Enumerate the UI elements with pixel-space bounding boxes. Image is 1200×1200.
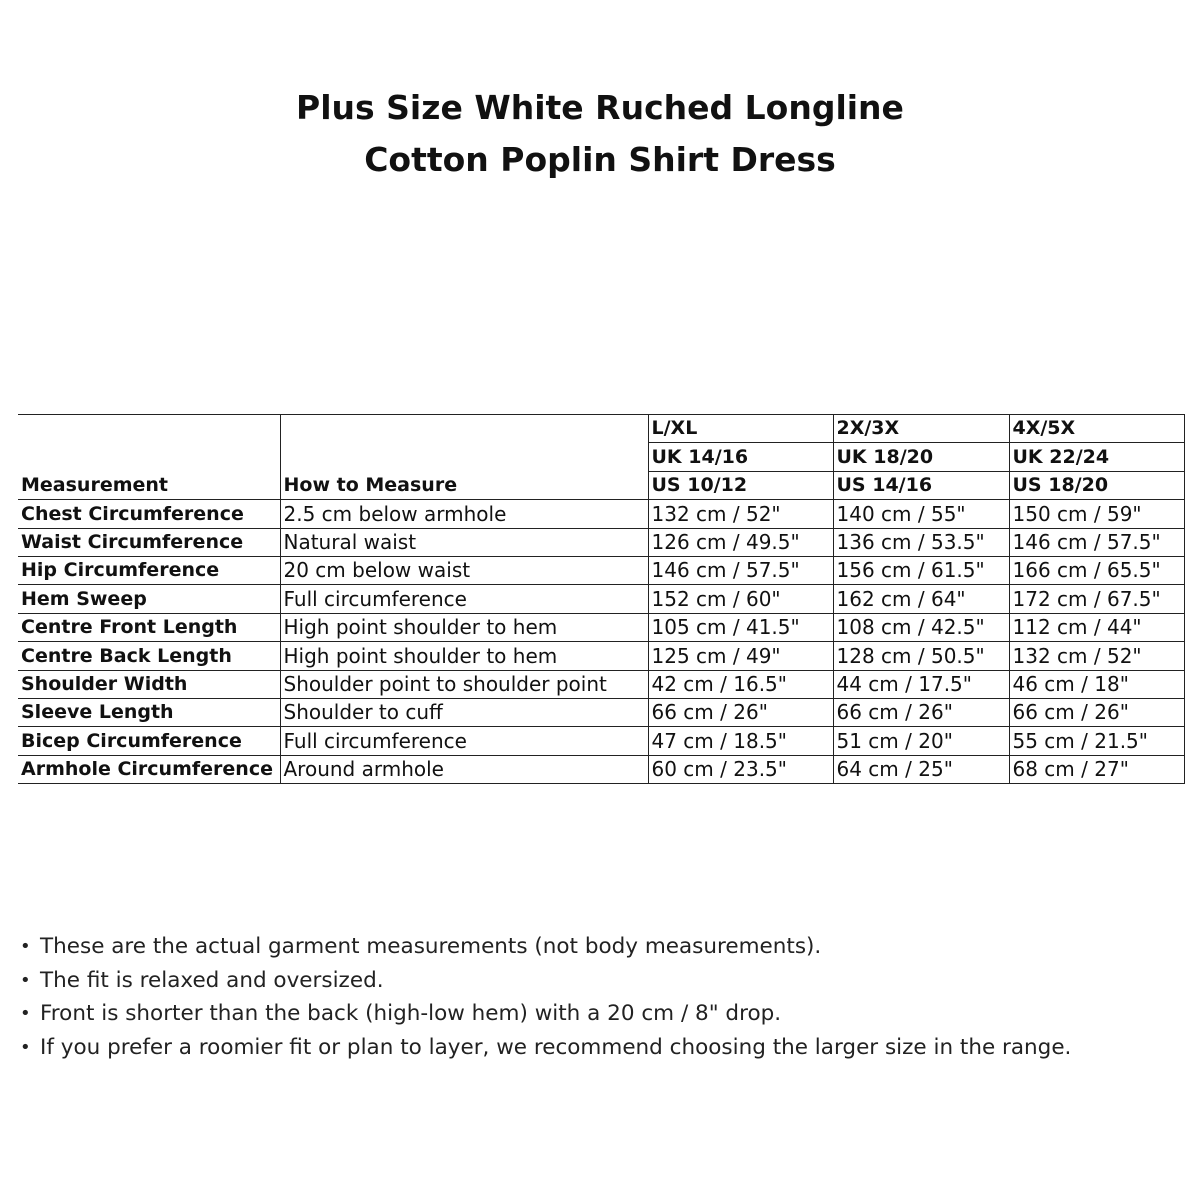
table-row [18, 698, 1184, 726]
header-us-size: US 10/12 [648, 471, 833, 499]
header-row-size-letter [18, 415, 1184, 443]
size-value: 146 cm / 57.5" [1009, 528, 1184, 556]
how-to-measure: Full circumference [280, 585, 648, 613]
note-item [20, 1031, 1190, 1065]
header-us-size: US 18/20 [1009, 471, 1184, 499]
size-value: 152 cm / 60" [648, 585, 833, 613]
note-text: These are the actual garment measurements (not body measurements). [40, 934, 822, 959]
header-measurement: Measurement [18, 471, 280, 499]
measurement-name: Waist Circumference [18, 528, 280, 556]
how-to-measure: Natural waist [280, 528, 648, 556]
size-value: 136 cm / 53.5" [833, 528, 1009, 556]
size-value: 162 cm / 64" [833, 585, 1009, 613]
size-value: 132 cm / 52" [1009, 642, 1184, 670]
bullet-icon: • [20, 936, 31, 957]
size-chart [18, 414, 1184, 784]
bullet-icon: • [20, 1036, 31, 1058]
size-value: 150 cm / 59" [1009, 500, 1184, 528]
page-title [0, 82, 1200, 186]
measurement-name: Sleeve Length [18, 698, 280, 726]
size-value: 108 cm / 42.5" [833, 613, 1009, 641]
page-title-line-1: Plus Size White Ruched Longline [296, 88, 904, 127]
how-to-measure: Around armhole [280, 755, 648, 783]
size-value: 132 cm / 52" [648, 500, 833, 528]
note-item [20, 930, 1190, 964]
header-us-size: US 14/16 [833, 471, 1009, 499]
header-uk-size: UK 22/24 [1009, 443, 1184, 471]
measurement-name: Hem Sweep [18, 585, 280, 613]
size-value: 166 cm / 65.5" [1009, 556, 1184, 584]
header-empty-cell [18, 443, 280, 471]
how-to-measure: 2.5 cm below armhole [280, 500, 648, 528]
size-value: 55 cm / 21.5" [1009, 727, 1184, 755]
size-value: 66 cm / 26" [1009, 698, 1184, 726]
size-value: 140 cm / 55" [833, 500, 1009, 528]
header-size-letter: 4X/5X [1009, 415, 1184, 443]
how-to-measure: High point shoulder to hem [280, 642, 648, 670]
note-text: Front is shorter than the back (high-low hem) with a 20 cm / 8" drop. [40, 1001, 782, 1026]
table-row [18, 670, 1184, 698]
size-value: 156 cm / 61.5" [833, 556, 1009, 584]
size-value: 112 cm / 44" [1009, 613, 1184, 641]
size-value: 66 cm / 26" [833, 698, 1009, 726]
header-row-uk-size [18, 443, 1184, 471]
size-value: 172 cm / 67.5" [1009, 585, 1184, 613]
table-row [18, 727, 1184, 755]
notes-list [20, 930, 1190, 1064]
how-to-measure: Full circumference [280, 727, 648, 755]
header-row-us-size [18, 471, 1184, 499]
measurement-name: Bicep Circumference [18, 727, 280, 755]
size-value: 51 cm / 20" [833, 727, 1009, 755]
note-text: If you prefer a roomier fit or plan to layer, we recommend choosing the larger size in the range. [40, 1034, 1072, 1060]
header-empty-cell [280, 415, 648, 443]
note-text: The fit is relaxed and oversized. [40, 967, 384, 993]
table-row [18, 556, 1184, 584]
measurement-name: Shoulder Width [18, 670, 280, 698]
header-empty-cell [280, 443, 648, 471]
table-row [18, 500, 1184, 528]
bullet-icon: • [20, 969, 31, 991]
table-row [18, 528, 1184, 556]
header-uk-size: UK 14/16 [648, 443, 833, 471]
size-value: 128 cm / 50.5" [833, 642, 1009, 670]
size-value: 64 cm / 25" [833, 755, 1009, 783]
measurement-name: Centre Front Length [18, 613, 280, 641]
table-row [18, 755, 1184, 783]
size-value: 42 cm / 16.5" [648, 670, 833, 698]
size-value: 60 cm / 23.5" [648, 755, 833, 783]
how-to-measure: Shoulder point to shoulder point [280, 670, 648, 698]
note-item [20, 997, 1190, 1031]
measurement-name: Chest Circumference [18, 500, 280, 528]
how-to-measure: High point shoulder to hem [280, 613, 648, 641]
bullet-icon: • [20, 1003, 31, 1024]
table-row [18, 642, 1184, 670]
size-value: 68 cm / 27" [1009, 755, 1184, 783]
page-title-line-2: Cotton Poplin Shirt Dress [364, 140, 836, 179]
size-value: 66 cm / 26" [648, 698, 833, 726]
size-value: 105 cm / 41.5" [648, 613, 833, 641]
table-row [18, 585, 1184, 613]
note-item [20, 964, 1190, 998]
header-size-letter: L/XL [648, 415, 833, 443]
measurement-name: Hip Circumference [18, 556, 280, 584]
how-to-measure: Shoulder to cuff [280, 698, 648, 726]
header-empty-cell [18, 415, 280, 443]
measurement-name: Armhole Circumference [18, 755, 280, 783]
size-table [18, 414, 1185, 784]
size-value: 44 cm / 17.5" [833, 670, 1009, 698]
size-value: 125 cm / 49" [648, 642, 833, 670]
size-value: 146 cm / 57.5" [648, 556, 833, 584]
header-uk-size: UK 18/20 [833, 443, 1009, 471]
measurement-name: Centre Back Length [18, 642, 280, 670]
size-value: 47 cm / 18.5" [648, 727, 833, 755]
size-value: 126 cm / 49.5" [648, 528, 833, 556]
header-size-letter: 2X/3X [833, 415, 1009, 443]
size-value: 46 cm / 18" [1009, 670, 1184, 698]
table-row [18, 613, 1184, 641]
header-how-to-measure: How to Measure [280, 471, 648, 499]
how-to-measure: 20 cm below waist [280, 556, 648, 584]
